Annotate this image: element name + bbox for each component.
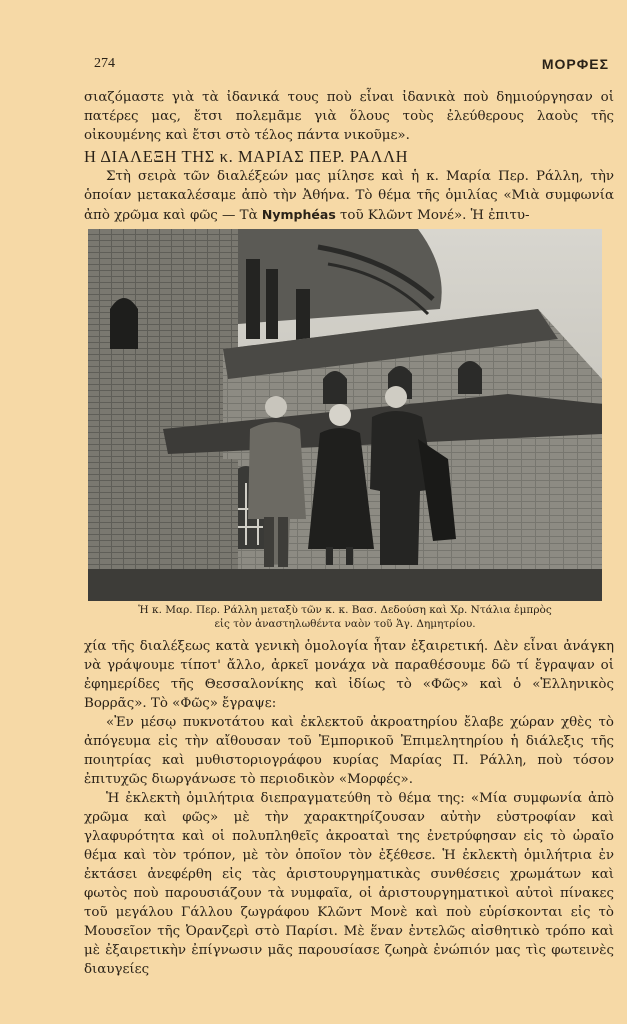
paragraph-continuation <box>84 88 614 145</box>
caption-line-1: Ἡ κ. Μαρ. Περ. Ράλλη μεταξὺ τῶν κ. κ. Βασ. Δεδούση καὶ Χρ. Ντάλια ἐμπρὸς <box>138 604 552 616</box>
intro-text-bold: Nymphéas <box>261 207 336 222</box>
photo-church-people <box>88 229 602 601</box>
body-text-bottom <box>84 637 614 979</box>
body-paragraph: Ἡ ἐκλεκτὴ ὁμιλήτρια διεπραγματεύθη τὸ θέμα της: «Μία συμφωνία ἀπὸ χρῶμα καὶ φῶς» μὲ τὴν χαρακτηρίζουσαν αὐτὴν εὐστροφίαν καὶ γλαφυρότητα καὶ οἱ πολυπληθεῖς ἀκροαταὶ της ἐνετρύφησαν εἰς τὸ ὡραῖο θέμα καὶ τὸν τρόπον, μὲ τὸν ὁποῖον τὸν ἐξέθεσε. Ἡ ἐκλεκτὴ ὁμιλήτρια ἐν ἐκτάσει ἀνεφέρθη εἰς τὰς ἀριστουργηματικὰς συνθέσεις χρωμάτων καὶ φωτὸς ποὺ παρουσιάζουν τὰ νυμφαῖα, οἱ ἀριστουργηματικοὶ αὐτοὶ πίνακες τοῦ μεγάλου Γάλλου ζωγράφου Κλῶντ Μονὲ καὶ ποὺ εὑρίσκονται εἰς τὸ Μουσεῖον τῆς Ὀρανζερὶ στὸ Παρίσι. Μὲ ἕναν ἐντελῶς αἰσθητικὸ τρόπο καὶ μὲ ἐξαιρετικὴν ἐπίγνωσιν μᾶς παρουσίασε ζωηρὰ ἐνώπιόν μας τὶς φωτεινὲς διαυγείες <box>84 791 614 977</box>
page-header <box>84 56 609 76</box>
intro-paragraph <box>84 167 614 225</box>
photograph <box>88 229 602 601</box>
page-number: 274 <box>94 56 115 71</box>
body-paragraph: χία τῆς διαλέξεως κατὰ γενικὴ ὁμολογία ἦταν ἐξαιρετική. Δὲν εἶναι ἀνάγκη νὰ γράψουμε τίποτ' ἄλλο, ἀρκεῖ μονάχα νὰ παραθέσουμε δῶ τί ἔγραψαν οἱ ἐφημερίδες τῆς Θεσσαλονίκης καὶ ἰδίως τὸ «Φῶς» καὶ ὁ «Ἑλληνικὸς Βορρᾶς». Τὸ «Φῶς» ἔγραψε: <box>84 639 614 711</box>
running-title: ΜΟΡΦΕΣ <box>541 56 609 72</box>
intro-text-before: Στὴ σειρὰ τῶν διαλέξεών μας μίλησε καὶ ἡ κ. Μαρία Περ. Ράλλη, τὴν ὁποίαν μετακαλέσαμε ἀπὸ τὴν Ἀθήνα. Τὸ θέμα τῆς ὁμιλίας «Μιὰ συμφωνία ἀπὸ χρῶμα καὶ φῶς — Τὰ <box>84 169 614 223</box>
caption-line-2: εἰς τὸν ἀναστηλωθέντα ναὸν τοῦ Ἁγ. Δημητρίου. <box>214 618 476 630</box>
body-paragraph: «Ἐν μέσῳ πυκνοτάτου καὶ ἐκλεκτοῦ ἀκροατηρίου ἔλαβε χώραν χθὲς τὸ ἀπόγευμα εἰς τὴν αἴθουσαν τοῦ Ἐμπορικοῦ Ἐπιμελητηρίου ἡ διάλεξις τῆς ποιητρίας καὶ μυθιστοριογράφου κυρίας Μαρίας Π. Ράλλη, ποὺ τόσον ἐπιτυχῶς διωργάνωσε τὸ περιοδικὸν «Μορφές». <box>84 715 614 787</box>
section-heading: Η ΔΙΑΛΕΞΗ ΤΗΣ κ. ΜΑΡΙΑΣ ΠΕΡ. ΡΑΛΛΗ <box>84 147 409 166</box>
intro-text-after: τοῦ Κλῶντ Μονέ». Ἡ ἐπιτυ- <box>335 208 530 223</box>
photo-caption <box>88 603 602 631</box>
body-paragraph: σιαζόμαστε γιὰ τὰ ἰδανικά τους ποὺ εἶναι ἰδανικὰ ποὺ δημιούργησαν οἱ πατέρες μας, ἔτσι πολεμᾶμε γιὰ ὅλους τοὺς ἐλεύθερους λαοὺς τῆς οἰκουμένης καὶ ἔτσι στὸ τέλος πάντα νικοῦμε». <box>84 90 614 143</box>
